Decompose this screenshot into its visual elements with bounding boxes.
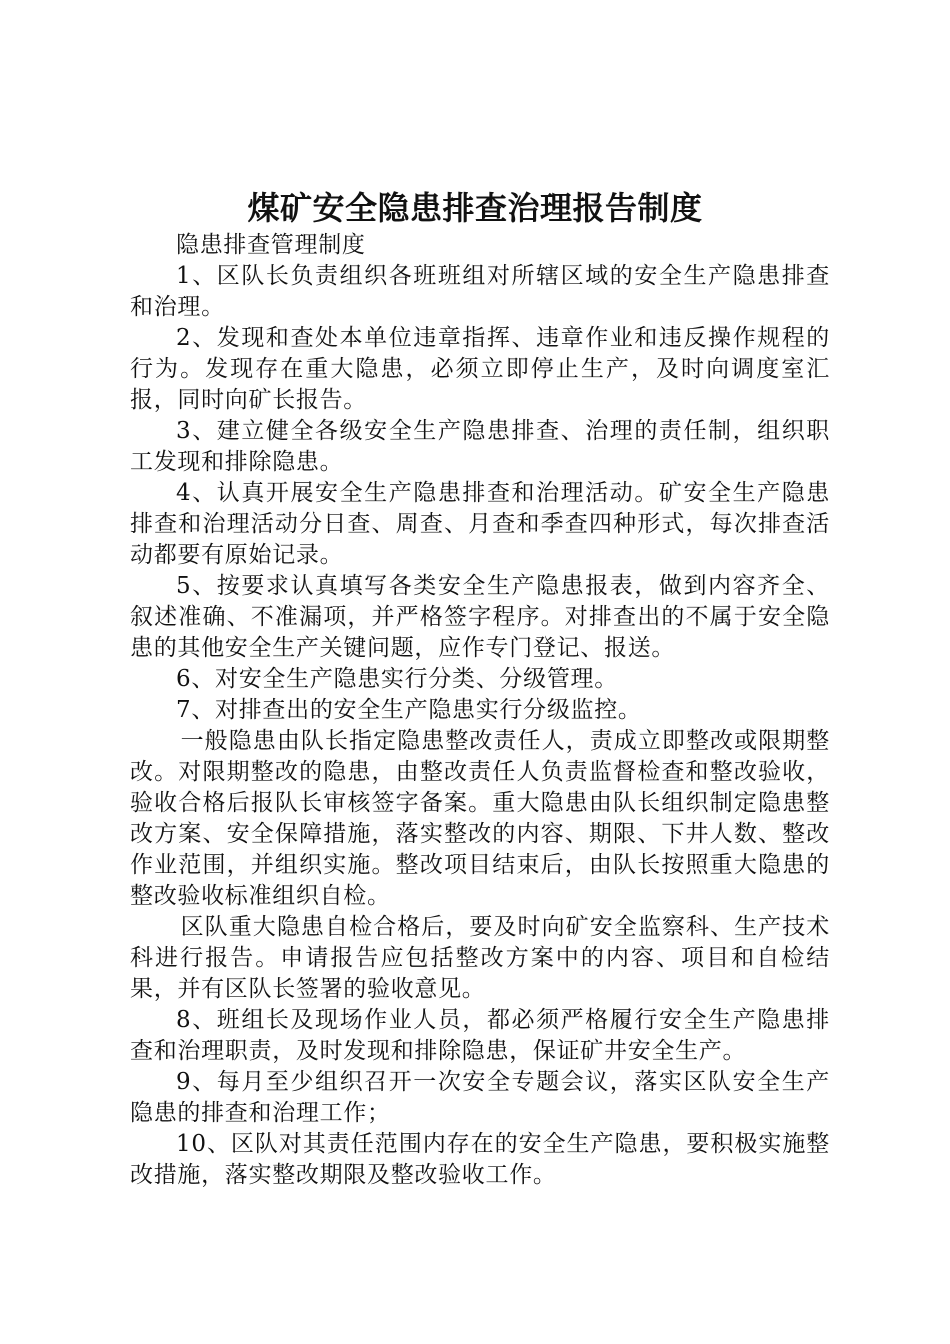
paragraph-item-6: 6、对安全生产隐患实行分类、分级管理。 <box>176 666 618 692</box>
section-heading: 隐患排查管理制度 <box>176 232 366 258</box>
paragraph-item-3: 3、建立健全各级安全生产隐患排查、治理的责任制，组织职工发现和排除隐患。 <box>130 418 830 475</box>
paragraph-major-hazards-report: 区队重大隐患自检合格后，要及时向矿安全监察科、生产技术科进行报告。申请报告应包括整改方案中的内容、项目和自检结果，并有区队长签署的验收意见。 <box>130 914 830 1002</box>
document-body <box>130 230 830 1191</box>
paragraph-item-1: 1、区队长负责组织各班班组对所辖区域的安全生产隐患排查和治理。 <box>130 263 830 320</box>
paragraph-item-5: 5、按要求认真填写各类安全生产隐患报表，做到内容齐全、叙述准确、不准漏项，并严格签字程序。对排查出的不属于安全隐患的其他安全生产关键问题，应作专门登记、报送。 <box>130 573 830 661</box>
paragraph-item-2: 2、发现和查处本单位违章指挥、违章作业和违反操作规程的行为。发现存在重大隐患，必须立即停止生产，及时向调度室汇报，同时向矿长报告。 <box>130 325 830 413</box>
paragraph-item-8: 8、班组长及现场作业人员，都必须严格履行安全生产隐患排查和治理职责，及时发现和排除隐患，保证矿井安全生产。 <box>130 1007 830 1064</box>
paragraph-general-hazards: 一般隐患由队长指定隐患整改责任人，责成立即整改或限期整改。对限期整改的隐患，由整改责任人负责监督检查和整改验收，验收合格后报队长审核签字备案。重大隐患由队长组织制定隐患整改方案、安全保障措施，落实整改的内容、期限、下井人数、整改作业范围，并组织实施。整改项目结束后，由队长按照重大隐患的整改验收标准组织自检。 <box>130 728 830 909</box>
paragraph-item-7: 7、对排查出的安全生产隐患实行分级监控。 <box>176 697 642 723</box>
paragraph-item-10: 10、区队对其责任范围内存在的安全生产隐患，要积极实施整改措施，落实整改期限及整改验收工作。 <box>130 1131 830 1188</box>
paragraph-item-4: 4、认真开展安全生产隐患排查和治理活动。矿安全生产隐患排查和治理活动分日查、周查、月查和季查四种形式，每次排查活动都要有原始记录。 <box>130 480 830 568</box>
document-title: 煤矿安全隐患排查治理报告制度 <box>247 189 703 227</box>
paragraph-item-9: 9、每月至少组织召开一次安全专题会议，落实区队安全生产隐患的排查和治理工作； <box>130 1069 830 1126</box>
